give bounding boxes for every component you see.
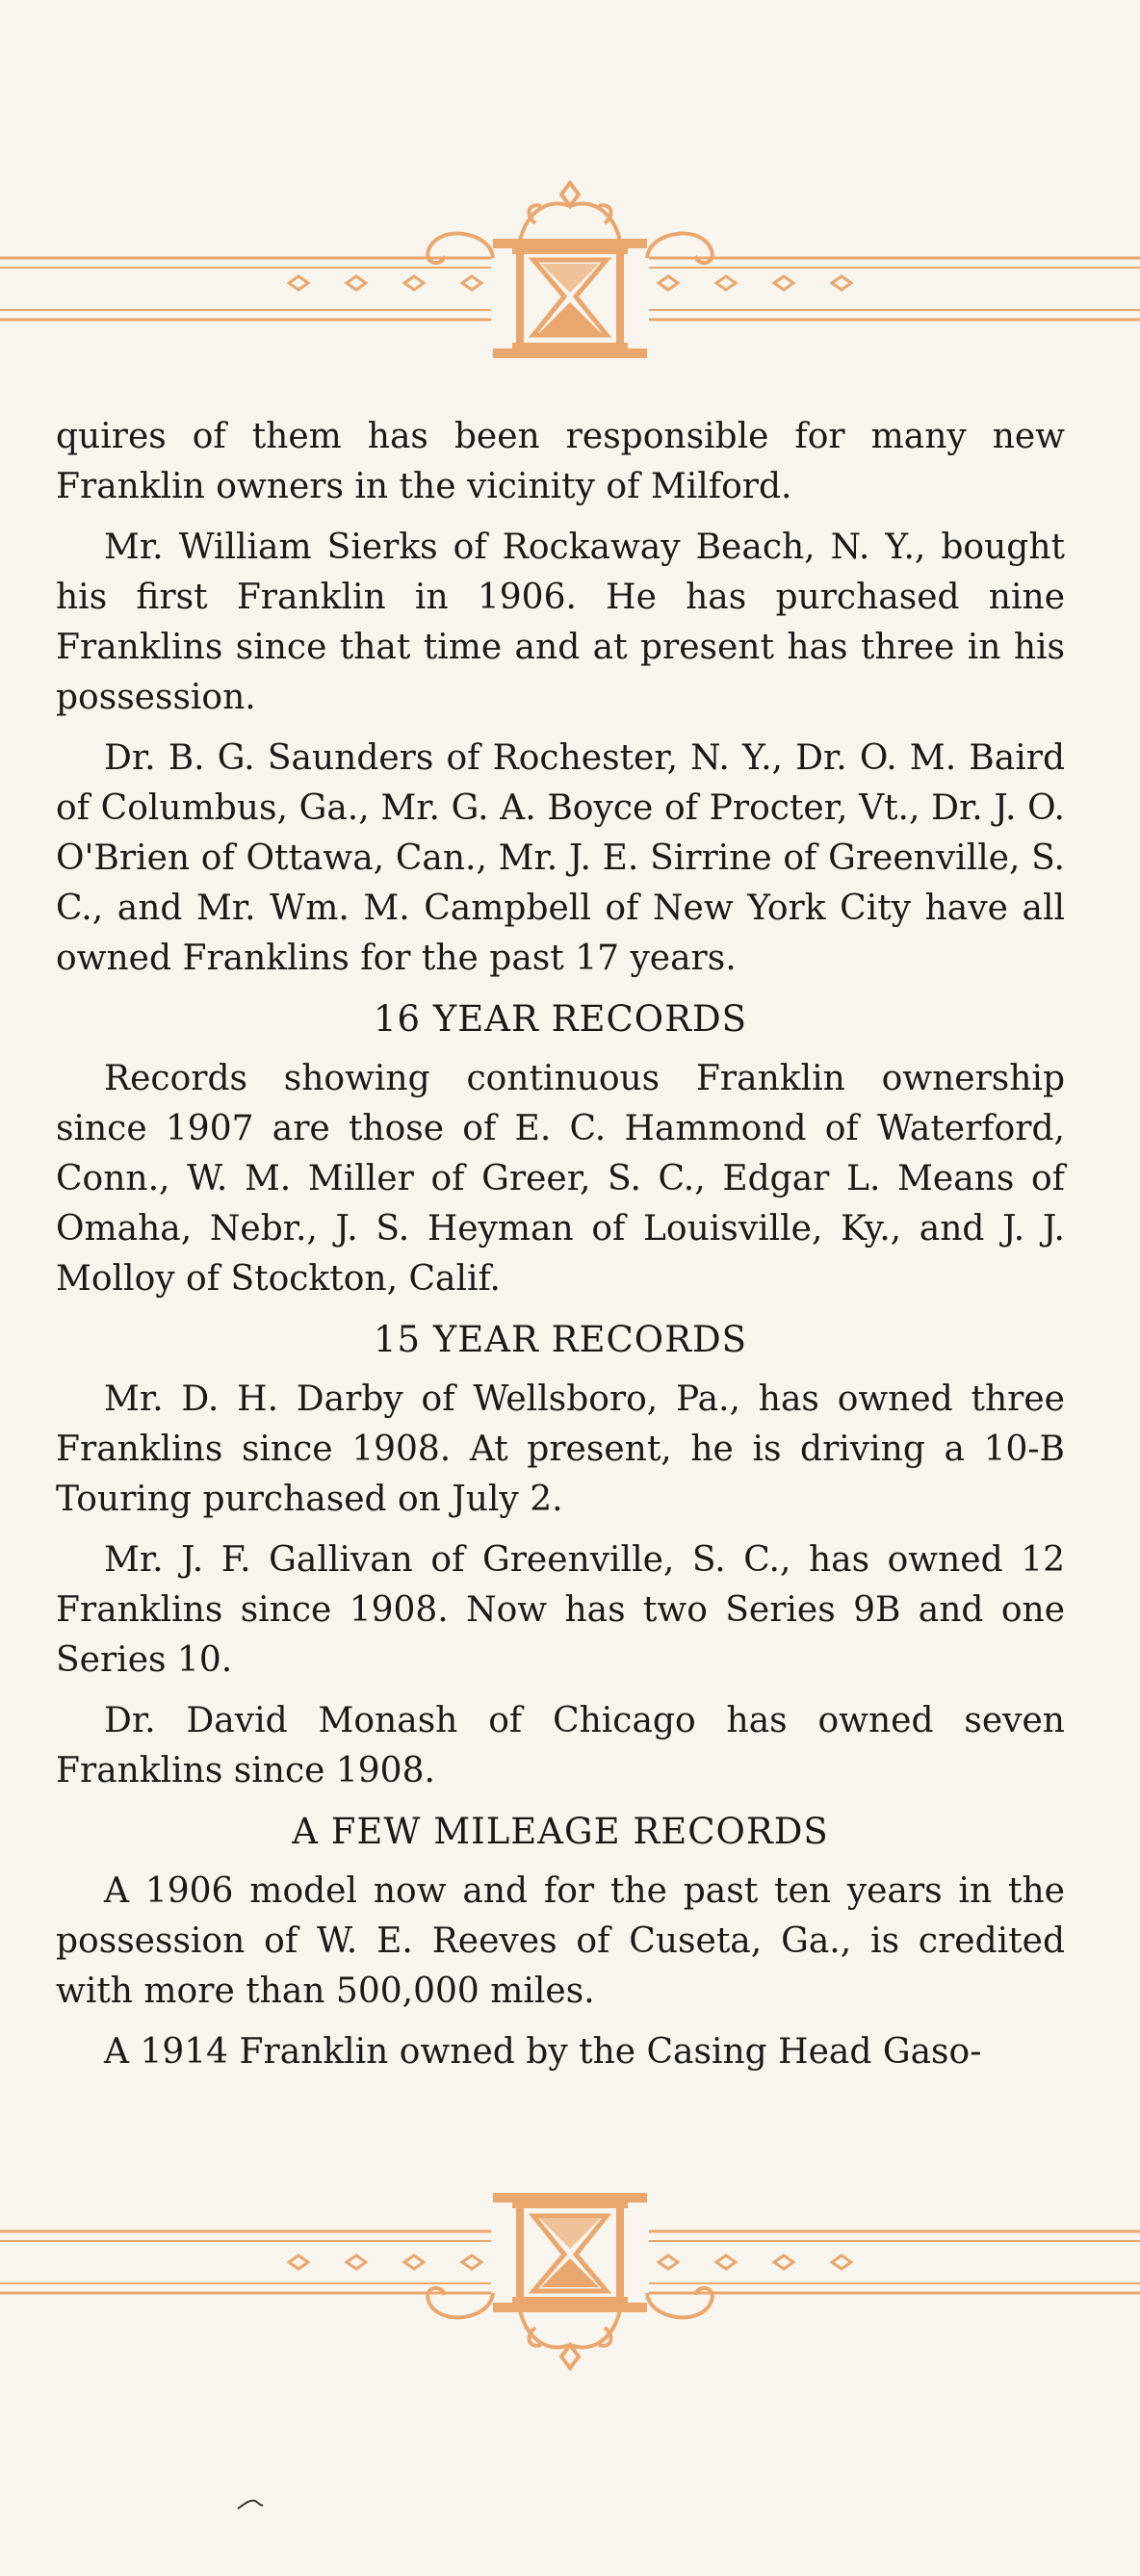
bottom-ornament-border (0, 2185, 1140, 2387)
heading-mileage-records: A FEW MILEAGE RECORDS (292, 1811, 829, 1852)
top-ornament-border (0, 164, 1140, 366)
paragraph-16-year-records: Records showing continuous Franklin ownership since 1907 are those of E. C. Hammond of Waterford, Conn., W. M. Miller of Greer, S. C., Edgar L. Means of Omaha, Nebr., J. S. Heyman of Louisville, Ky., and J. J. Molloy of Stockton, Calif. (56, 1059, 1065, 1299)
paragraph-milford: quires of them has been responsible for many new Franklin owners in the vicinity of Milford. (56, 417, 1065, 506)
hourglass-icon (533, 260, 607, 335)
paragraph-gallivan: Mr. J. F. Gallivan of Greenville, S. C., has owned 12 Franklins since 1908. Now has two Series 9B and one Series 10. (56, 1540, 1065, 1680)
paragraph-monash: Dr. David Monash of Chicago has owned seven Franklins since 1908. (56, 1701, 1065, 1790)
hourglass-icon (533, 2216, 607, 2291)
paragraph-reeves: A 1906 model now and for the past ten years in the possession of W. E. Reeves of Cuseta, Ga., is credited with more than 500,000 miles. (56, 1871, 1065, 2011)
document-body (56, 412, 1065, 2088)
heading-15-year-records: 15 YEAR RECORDS (374, 1319, 747, 1360)
paragraph-17-year-owners: Dr. B. G. Saunders of Rochester, N. Y., Dr. O. M. Baird of Columbus, Ga., Mr. G. A. Boyce of Procter, Vt., Dr. J. O. O'Brien of Ottawa, Can., Mr. J. E. Sirrine of Greenville, S. C., and Mr. Wm. M. Campbell of New York City have all owned Franklins for the past 17 years. (56, 738, 1065, 978)
paragraph-casing-head: A 1914 Franklin owned by the Casing Head Gaso- (104, 2032, 982, 2072)
ink-speck (236, 2495, 265, 2511)
heading-16-year-records: 16 YEAR RECORDS (374, 998, 747, 1040)
paragraph-sierks: Mr. William Sierks of Rockaway Beach, N. Y., bought his first Franklin in 1906. He has purchased nine Franklins since that time and at present has three in his possession. (56, 528, 1065, 717)
paragraph-darby: Mr. D. H. Darby of Wellsboro, Pa., has owned three Franklins since 1908. At present, he is driving a 10-B Touring purchased on July 2. (56, 1379, 1065, 1519)
